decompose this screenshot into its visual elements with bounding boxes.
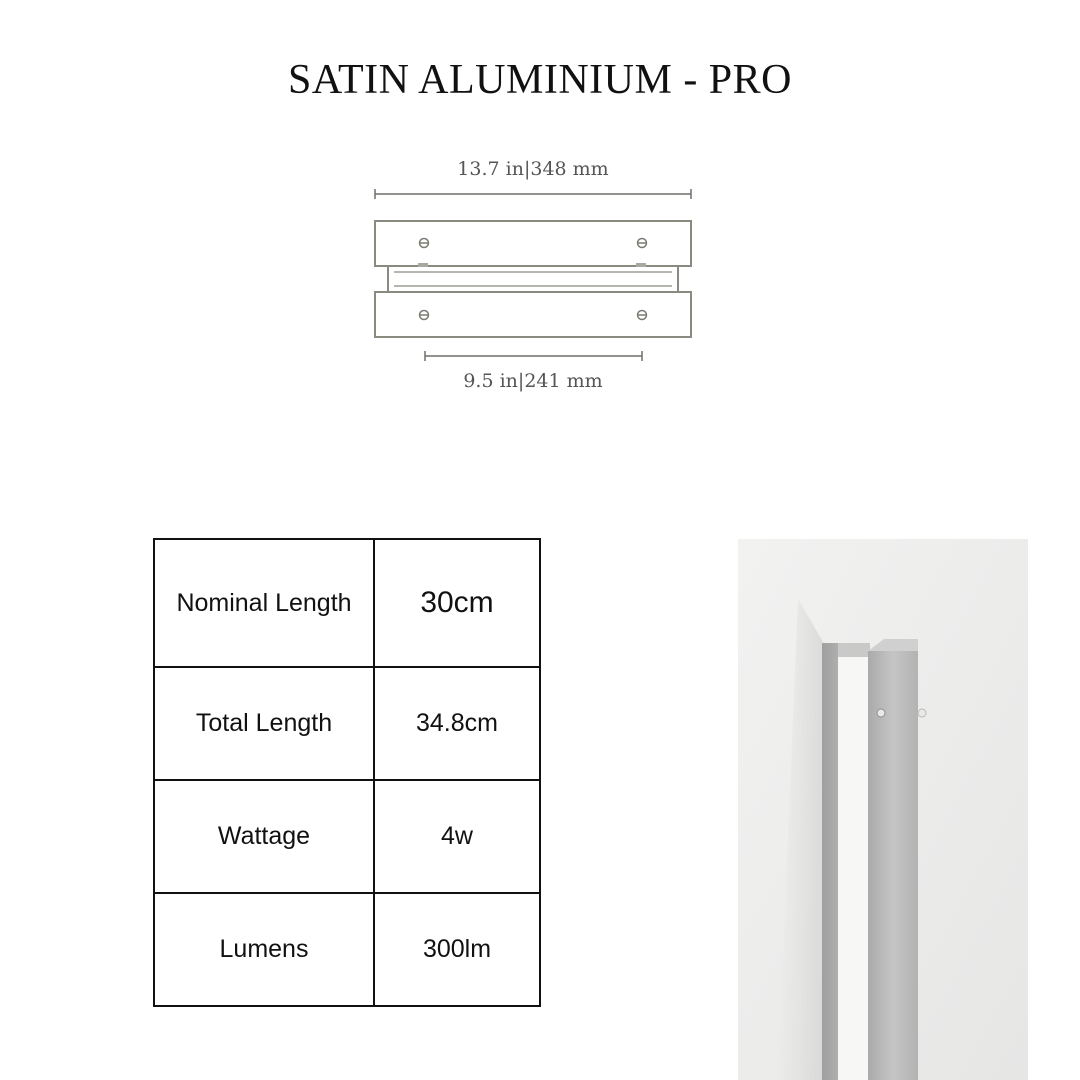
spec-value: 30cm (374, 539, 540, 667)
spec-value: 300lm (374, 893, 540, 1006)
table-row (154, 667, 540, 780)
screw-icon (638, 239, 647, 248)
light-channel (388, 263, 678, 295)
dimension-diagram (360, 150, 710, 400)
spec-label: Lumens (154, 893, 374, 1006)
screw-icon (638, 311, 647, 320)
specs-table (153, 538, 541, 1007)
spec-label: Total Length (154, 667, 374, 780)
width-dimension-line (375, 189, 691, 199)
spec-value: 4w (374, 780, 540, 893)
width-dimension-label: 13.7 in|348 mm (457, 158, 609, 180)
screw-icon (420, 311, 429, 320)
screw-icon (420, 239, 429, 248)
base-dimension-line (425, 351, 642, 361)
table-row (154, 780, 540, 893)
table-row (154, 539, 540, 667)
spec-label: Nominal Length (154, 539, 374, 667)
spec-value: 34.8cm (374, 667, 540, 780)
page-title: SATIN ALUMINIUM - PRO (287, 57, 793, 103)
product-photo (738, 539, 1028, 1080)
spec-label: Wattage (154, 780, 374, 893)
base-dimension-label: 9.5 in|241 mm (463, 370, 603, 392)
table-row (154, 893, 540, 1006)
